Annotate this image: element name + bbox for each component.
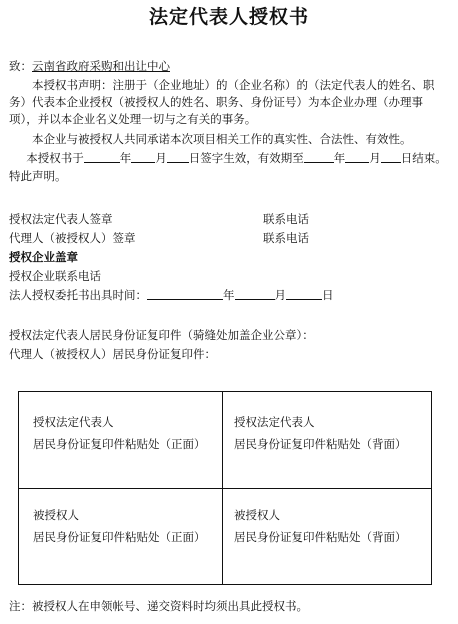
declaration-paragraph: 本授权书声明：注册于（企业地址）的（企业名称）的（法定代表人的姓名、职务）代表本企业授权（被授权人的姓名、职务、身份证号）为本企业办理（办理事项），并以本企业名义处理一切与之有关的事务。 — [9, 78, 435, 126]
blank-issue-day[interactable] — [286, 287, 322, 300]
cell-caption: 居民身份证复印件粘贴处（背面） — [234, 437, 407, 451]
blank-issue-month[interactable] — [235, 287, 275, 300]
addressee-org: 云南省政府采购和出让中心 — [32, 59, 170, 73]
blank-start-day[interactable] — [167, 150, 189, 163]
legal-rep-sign-label: 授权法定代表人签章 — [9, 212, 113, 226]
cell-title: 被授权人 — [234, 508, 280, 522]
grid-cell-legal-rep-front[interactable] — [33, 411, 228, 455]
company-phone-label: 授权企业联系电话 — [9, 269, 101, 283]
legal-rep-phone-label: 联系电话 — [263, 212, 309, 226]
grid-horizontal-divider — [19, 488, 431, 489]
validity-prefix: 本授权书于 — [26, 151, 84, 165]
blank-issue-year[interactable] — [147, 287, 223, 300]
validity-month: 月 — [155, 151, 167, 165]
grid-cell-agent-front[interactable] — [33, 504, 228, 548]
cell-caption: 居民身份证复印件粘贴处（正面） — [33, 530, 206, 544]
addressee-prefix: 致： — [9, 59, 32, 73]
issue-month: 月 — [274, 288, 286, 302]
document-title: 法定代表人授权书 — [148, 6, 309, 28]
cell-caption: 居民身份证复印件粘贴处（正面） — [33, 437, 206, 451]
issue-year: 年 — [223, 288, 235, 302]
issue-time-line — [9, 287, 334, 303]
blank-end-year[interactable] — [304, 150, 334, 163]
cell-title: 授权法定代表人 — [33, 415, 114, 429]
validity-end: 日结束。 — [400, 151, 447, 165]
legal-rep-id-copy-label: 授权法定代表人居民身份证复印件（骑缝处加盖企业公章）： — [9, 328, 314, 342]
addressee-line — [9, 58, 170, 74]
cell-title: 授权法定代表人 — [234, 415, 315, 429]
validity-sign: 日签字生效，有效期至 — [188, 151, 304, 165]
closing-statement: 特此声明。 — [9, 169, 67, 183]
commitment-paragraph: 本企业与被授权人共同承诺本次项目相关工作的真实性、合法性、有效性。 — [32, 132, 412, 146]
agent-phone-label: 联系电话 — [263, 231, 309, 245]
validity-end-month: 月 — [369, 151, 381, 165]
id-copy-grid — [18, 391, 432, 585]
company-seal-label: 授权企业盖章 — [9, 250, 78, 264]
grid-cell-legal-rep-back[interactable] — [234, 411, 429, 455]
cell-title: 被授权人 — [33, 508, 79, 522]
cell-caption: 居民身份证复印件粘贴处（背面） — [234, 530, 407, 544]
blank-start-month[interactable] — [131, 150, 155, 163]
agent-id-copy-label: 代理人（被授权人）居民身份证复印件： — [9, 347, 216, 361]
footer-note: 注：被授权人在申领帐号、递交资料时均须出具此授权书。 — [9, 599, 308, 613]
blank-start-year[interactable] — [84, 150, 120, 163]
validity-line — [9, 150, 447, 166]
blank-end-day[interactable] — [381, 150, 401, 163]
agent-sign-label: 代理人（被授权人）签章 — [9, 231, 136, 245]
grid-cell-agent-back[interactable] — [234, 504, 429, 548]
issue-day: 日 — [322, 288, 334, 302]
validity-year: 年 — [119, 151, 132, 165]
blank-end-month[interactable] — [345, 150, 369, 163]
issue-time-label: 法人授权委托书出具时间： — [9, 288, 147, 302]
validity-end-year: 年 — [333, 151, 346, 165]
